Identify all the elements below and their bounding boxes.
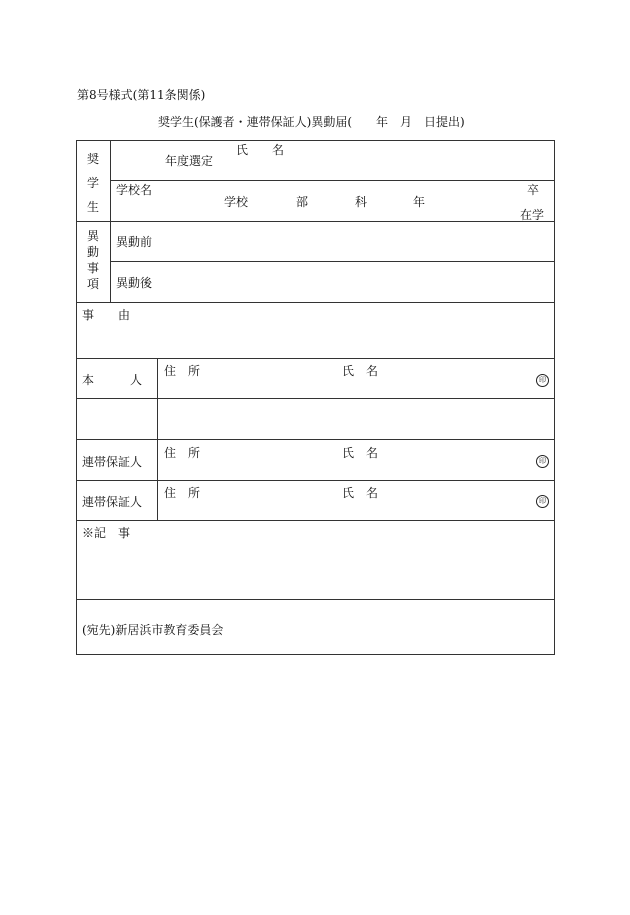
form-number: 第8号様式(第11条関係) bbox=[77, 88, 206, 102]
form-title: 奨学生(保護者・連帯保証人)異動届( 年 月 日提出) bbox=[158, 115, 465, 129]
guarantor-name-label: 氏 名 bbox=[342, 486, 379, 500]
divider bbox=[76, 302, 555, 303]
change-after-label: 異動後 bbox=[116, 276, 153, 290]
scholar-side-label: 奨 学 生 bbox=[87, 152, 100, 214]
divider bbox=[110, 261, 555, 262]
guarantor-address-label: 住 所 bbox=[164, 446, 201, 460]
seal-icon: 印 bbox=[536, 374, 549, 387]
school-name-label: 学校名 bbox=[116, 183, 153, 197]
faculty-label: 科 bbox=[355, 195, 368, 209]
divider bbox=[110, 180, 555, 181]
graduated-label: 卒 bbox=[527, 183, 540, 197]
divider bbox=[76, 398, 555, 399]
guarantor-label: 連帯保証人 bbox=[82, 455, 143, 469]
divider bbox=[76, 599, 555, 600]
divider bbox=[76, 358, 555, 359]
guarantor-label: 連帯保証人 bbox=[82, 495, 143, 509]
person-label: 本 人 bbox=[82, 373, 143, 387]
divider bbox=[157, 358, 158, 520]
year-selected-label: 年度選定 bbox=[165, 154, 214, 168]
guarantor-address-label: 住 所 bbox=[164, 486, 201, 500]
divider bbox=[76, 221, 555, 222]
change-before-label: 異動前 bbox=[116, 235, 153, 249]
addressee: (宛先)新居浜市教育委員会 bbox=[82, 623, 224, 637]
divider bbox=[76, 480, 555, 481]
scholar-name-label: 氏 名 bbox=[236, 143, 285, 157]
person-name-label: 氏 名 bbox=[342, 364, 379, 378]
change-side-label: 異 動 事 項 bbox=[87, 229, 100, 291]
reason-label: 事 由 bbox=[82, 308, 131, 322]
notes-label: ※記 事 bbox=[82, 526, 131, 540]
person-address-label: 住 所 bbox=[164, 364, 201, 378]
seal-icon: 印 bbox=[536, 495, 549, 508]
enrolled-label: 在学 bbox=[520, 208, 545, 222]
department-label: 部 bbox=[296, 195, 309, 209]
divider bbox=[76, 439, 555, 440]
grade-year-label: 年 bbox=[413, 195, 426, 209]
guarantor-name-label: 氏 名 bbox=[342, 446, 379, 460]
divider bbox=[76, 520, 555, 521]
school-label: 学校 bbox=[224, 195, 249, 209]
divider bbox=[110, 140, 111, 302]
seal-icon: 印 bbox=[536, 455, 549, 468]
